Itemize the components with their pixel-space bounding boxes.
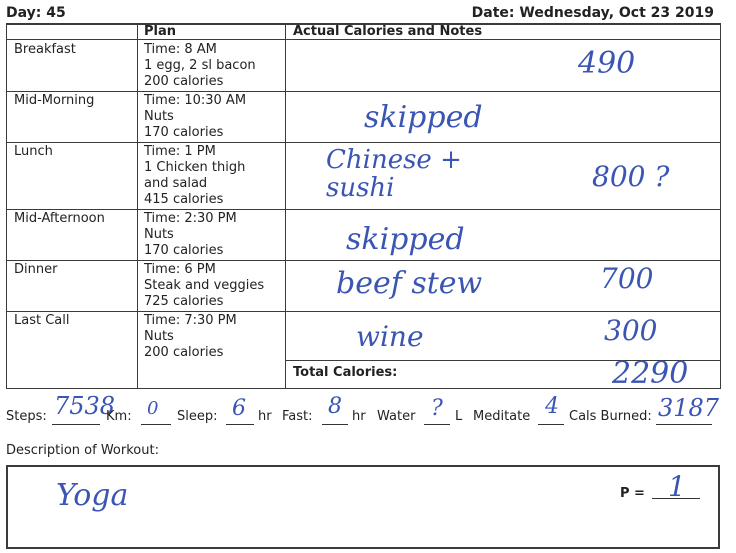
plan-food: 1 Chicken thigh <box>144 160 246 175</box>
fast-blank <box>322 424 348 425</box>
total-calories-value: 2290 <box>612 356 689 391</box>
cals-burned-blank <box>656 424 712 425</box>
meal-label: Last Call <box>14 313 70 328</box>
col-header-actual: Actual Calories and Notes <box>293 24 483 39</box>
plan-calories: 200 calories <box>144 345 224 360</box>
water-blank <box>424 424 450 425</box>
actual-calories: 800 ? <box>592 160 670 193</box>
workout-description: Yoga <box>56 478 129 513</box>
fast-unit: hr <box>352 409 366 424</box>
actual-note: skipped <box>364 100 483 135</box>
col-header-plan: Plan <box>144 24 177 39</box>
km-label: Km: <box>106 409 132 424</box>
plan-calories: 170 calories <box>144 243 224 258</box>
sleep-value: 6 <box>232 396 246 421</box>
day-label: Day: 45 <box>6 5 66 21</box>
meal-label: Dinner <box>14 262 58 277</box>
cals-burned-value: 3187 <box>658 394 720 422</box>
plan-food: Nuts <box>144 227 174 242</box>
steps-label: Steps: <box>6 409 47 424</box>
steps-blank <box>52 424 100 425</box>
km-blank <box>141 424 171 425</box>
plan-food: Steak and veggies <box>144 278 265 293</box>
km-value: 0 <box>147 398 159 419</box>
actual-note: wine <box>356 320 424 353</box>
plan-time: Time: 7:30 PM <box>144 313 237 328</box>
meditate-value: 4 <box>545 394 559 419</box>
actual-calories: 490 <box>578 46 636 81</box>
total-calories-label: Total Calories: <box>293 365 398 380</box>
fast-value: 8 <box>328 394 342 419</box>
cals-burned-label: Cals Burned: <box>569 409 652 424</box>
plan-food: 1 egg, 2 sl bacon <box>144 58 256 73</box>
plan-time: Time: 10:30 AM <box>144 93 247 108</box>
plan-calories: 200 calories <box>144 74 224 89</box>
date-label: Date: Wednesday, Oct 23 2019 <box>471 5 714 21</box>
actual-calories: 300 <box>604 314 658 347</box>
meal-label: Mid-Afternoon <box>14 211 105 226</box>
fast-label: Fast: <box>282 409 313 424</box>
p-value: 1 <box>668 470 686 503</box>
plan-time: Time: 8 AM <box>144 42 217 57</box>
plan-food: Nuts <box>144 329 174 344</box>
plan-calories: 725 calories <box>144 294 224 309</box>
plan-calories: 170 calories <box>144 125 224 140</box>
meditate-blank <box>538 424 564 425</box>
sleep-blank <box>226 424 254 425</box>
plan-time: Time: 2:30 PM <box>144 211 237 226</box>
meal-label: Lunch <box>14 144 53 159</box>
sleep-label: Sleep: <box>177 409 218 424</box>
plan-time: Time: 1 PM <box>144 144 216 159</box>
plan-calories: 415 calories <box>144 192 224 207</box>
water-value: ? <box>431 396 443 421</box>
workout-label: Description of Workout: <box>6 443 159 458</box>
meal-label: Breakfast <box>14 42 76 57</box>
water-label: Water <box>377 409 416 424</box>
steps-value: 7538 <box>54 392 116 420</box>
plan-food-extra: and salad <box>144 176 208 191</box>
water-unit: L <box>455 409 463 424</box>
actual-calories: 700 <box>600 262 654 295</box>
actual-note: Chinese + sushi <box>326 145 462 203</box>
actual-note: skipped <box>346 222 465 257</box>
meal-label: Mid-Morning <box>14 93 95 108</box>
plan-food: Nuts <box>144 109 174 124</box>
p-label: P = <box>620 486 645 501</box>
plan-time: Time: 6 PM <box>144 262 216 277</box>
meditate-label: Meditate <box>473 409 531 424</box>
sleep-unit: hr <box>258 409 272 424</box>
actual-note: beef stew <box>336 266 483 301</box>
